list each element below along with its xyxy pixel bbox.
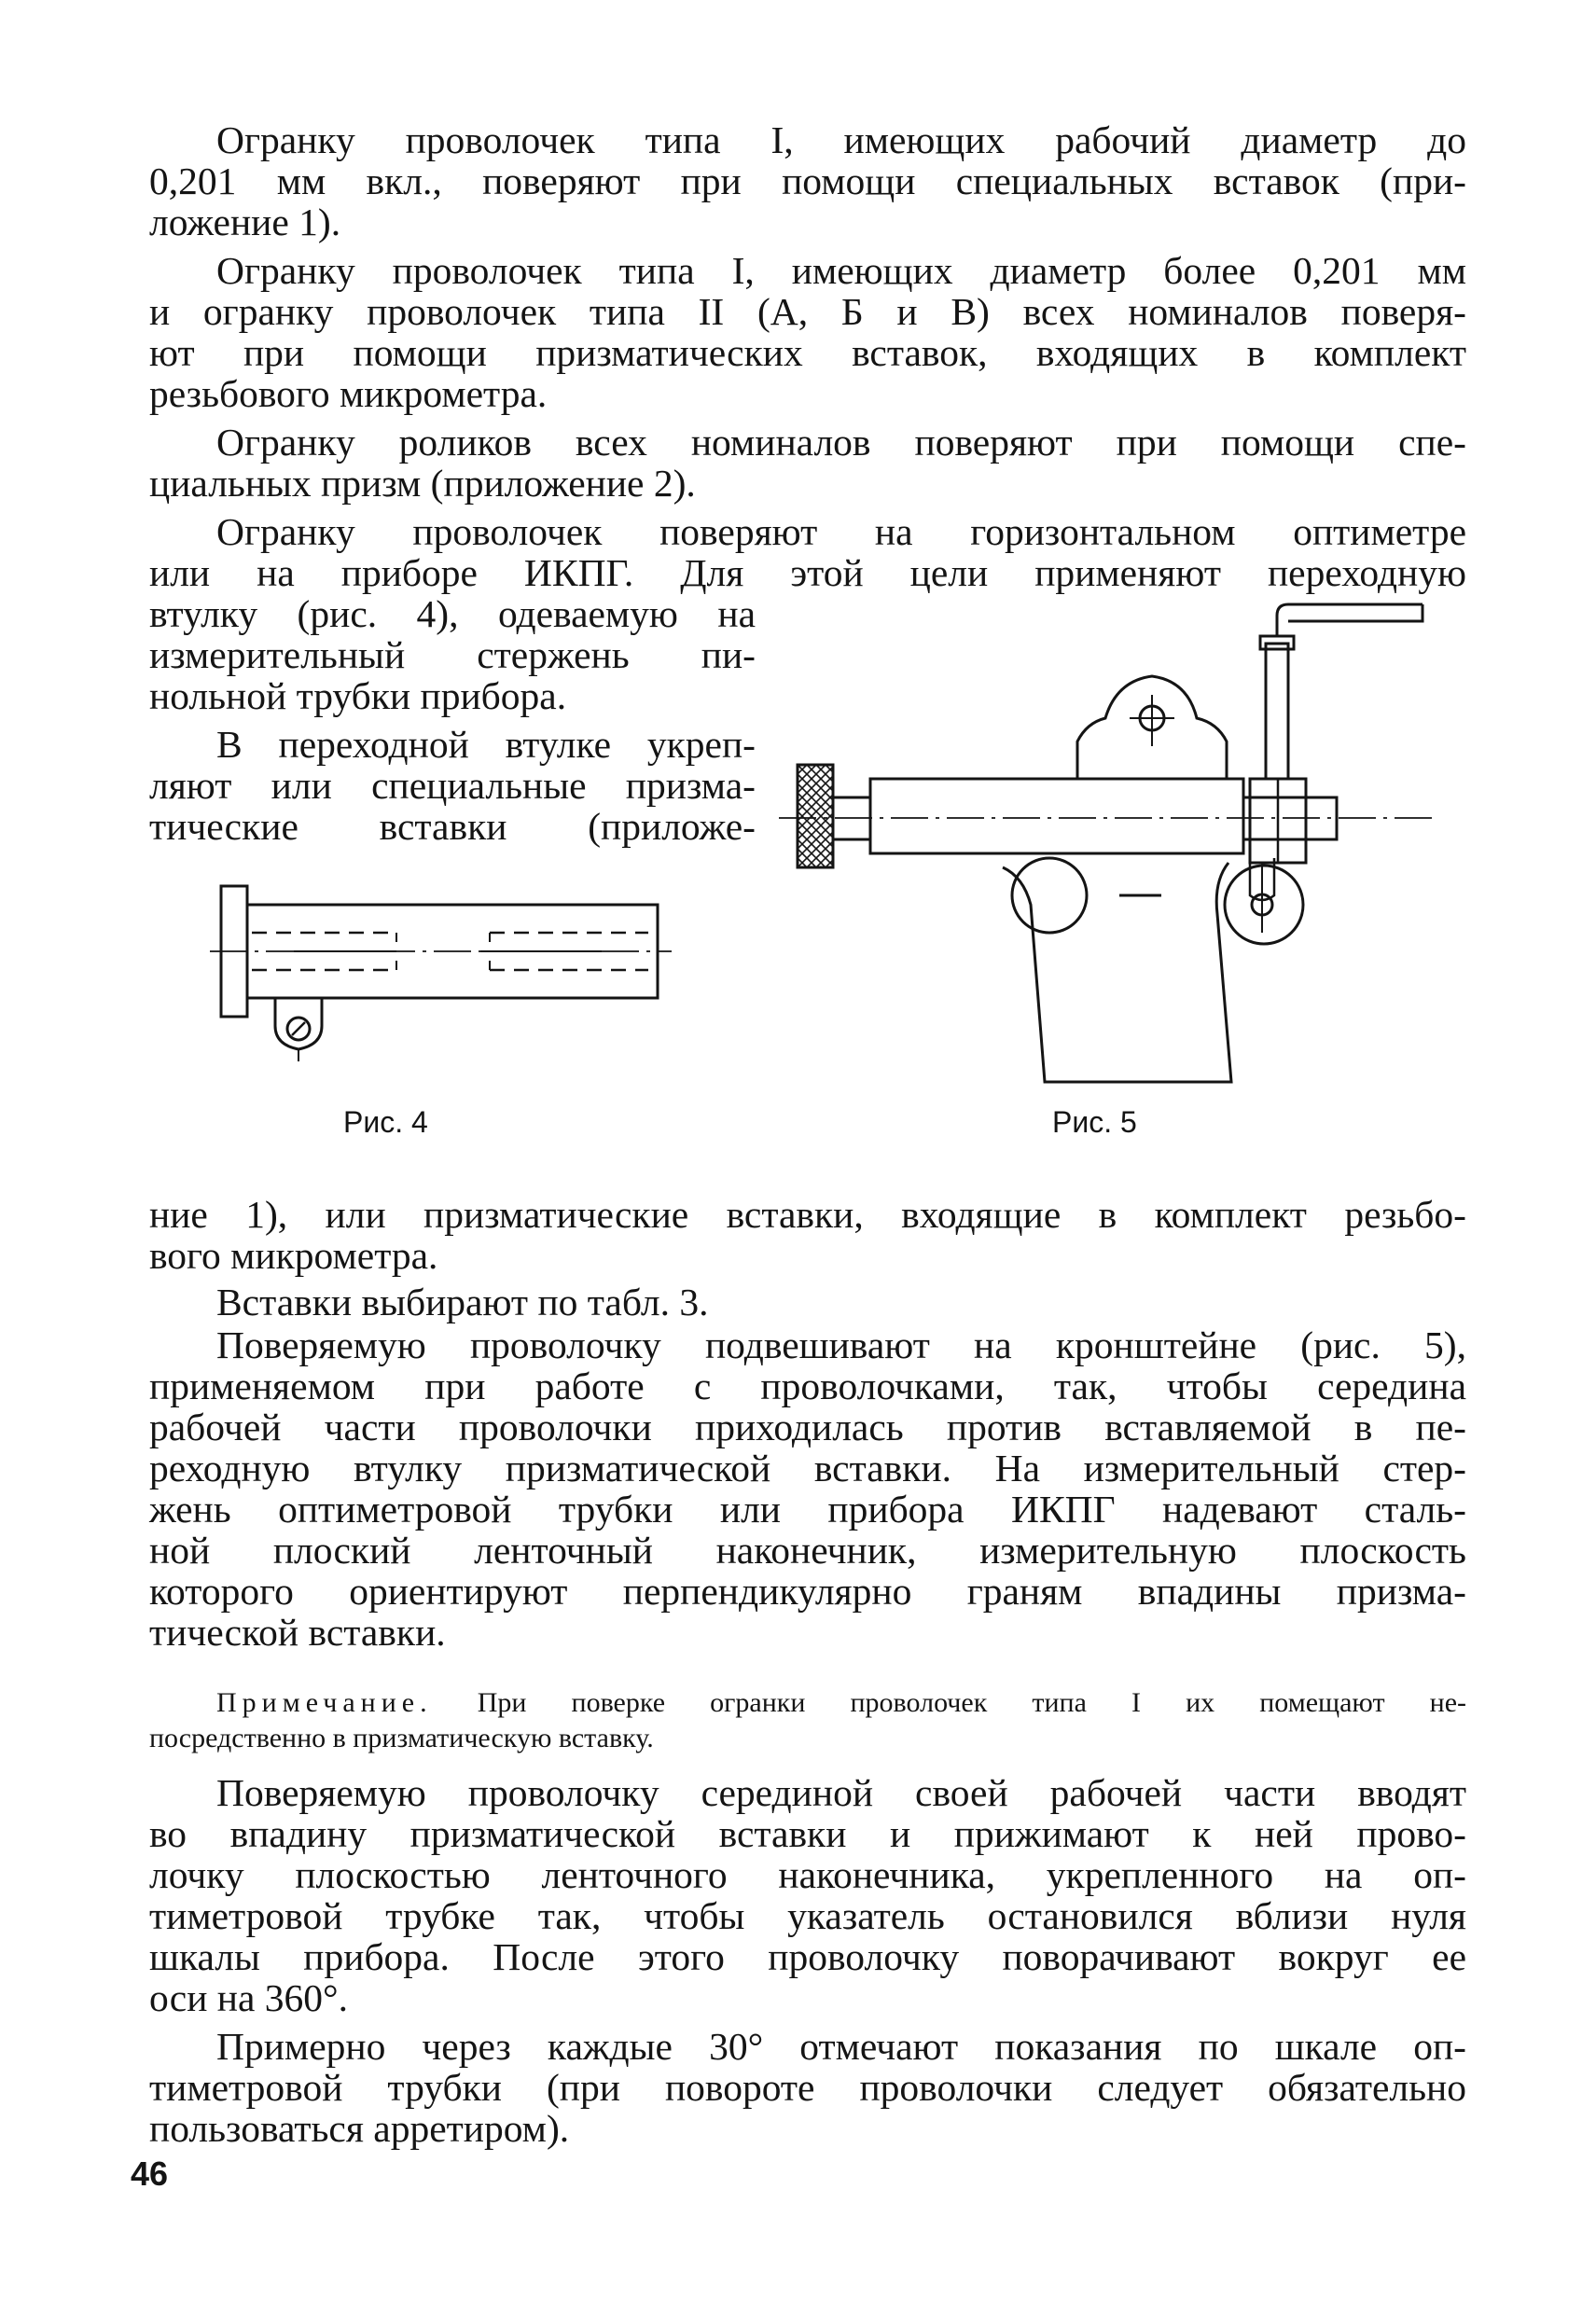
figure-5-drawing (779, 597, 1432, 1082)
para-2-line-2: и огранку проволочек типа II (А, Б и В) всех номиналов поверя- (149, 290, 1466, 333)
para-2-line-3: ют при помощи призматических вставок, входящих в комплект (149, 331, 1466, 374)
para-4-line-1: Огранку проволочек поверяют на горизонтальном оптиметре (216, 510, 1466, 553)
para-2-line-1: Огранку проволочек типа I, имеющих диаметр более 0,201 мм (216, 249, 1466, 292)
para-3-line-2: циальных призм (приложение 2). (149, 462, 696, 505)
fig5-main-bar (870, 779, 1243, 853)
fig5-knob (798, 765, 833, 867)
page-number: 46 (131, 2155, 169, 2193)
para-8-line-4: тиметровой трубке так, чтобы указатель остановился вблизи нуля (149, 1894, 1466, 1937)
note-text-1: При поверке огранки проволочек типа I их помещают не- (477, 1687, 1466, 1718)
para-7-line-2: применяемом при работе с проволочками, так, чтобы середина (149, 1365, 1466, 1407)
figure-4-drawing (210, 877, 676, 1063)
para-8-line-2: во впадину призматической вставки и прижимают к ней прово- (149, 1812, 1466, 1855)
narrow-line-2: измерительный стержень пи- (149, 633, 756, 676)
para-6-line-1: Вставки выбирают по табл. 3. (216, 1281, 709, 1323)
fig5-stand (1003, 863, 1231, 1082)
para-5-line-1: ние 1), или призматические вставки, входящие в комплект резьбо- (149, 1193, 1466, 1236)
para-7-line-3: рабочей части проволочки приходилась против вставляемой в пе- (149, 1406, 1466, 1448)
note-line-2: посредственно в призматическую вставку. (149, 1723, 654, 1753)
para-8-line-3: лочку плоскостью ленточного наконечника, укрепленного на оп- (149, 1853, 1466, 1896)
para-7-line-5: жень оптиметровой трубки или прибора ИКПГ надевают сталь- (149, 1488, 1466, 1531)
para-4-line-2: или на приборе ИКПГ. Для этой цели применяют переходную (149, 551, 1466, 594)
note-line-1 (216, 1686, 1466, 1720)
fig5-hook (1277, 604, 1423, 636)
narrow-line-1: втулку (рис. 4), одеваемую на (149, 592, 756, 635)
fig5-vertical-rod (1266, 644, 1288, 779)
para-2-line-4: резьбового микрометра. (149, 372, 548, 415)
para-7-line-4: реходную втулку призматической вставки. На измерительный стер- (149, 1447, 1466, 1490)
figure-4-caption: Рис. 4 (343, 1105, 428, 1139)
fig5-left-wheel (1012, 858, 1087, 933)
narrow-line-5: ляют или специальные призма- (149, 764, 756, 807)
narrow-line-4: В переходной втулке укреп- (216, 723, 756, 766)
fig5-right-wheel (1225, 866, 1303, 944)
para-7-line-6: ной плоский ленточный наконечник, измерительную плоскость (149, 1529, 1466, 1572)
para-7-line-1: Поверяемую проволочку подвешивают на кронштейне (рис. 5), (216, 1323, 1466, 1366)
note-label: Примечание. (216, 1687, 433, 1718)
para-5-line-2: вого микрометра. (149, 1234, 438, 1277)
para-8-line-6: оси на 360°. (149, 1976, 349, 2019)
para-9-line-3: пользоваться арретиром). (149, 2107, 570, 2150)
narrow-line-3: нольной трубки прибора. (149, 674, 567, 717)
figure-5-caption: Рис. 5 (1052, 1105, 1137, 1139)
para-1-line-2: 0,201 мм вкл., поверяют при помощи специальных вставок (при- (149, 159, 1466, 202)
para-1-line-3: ложение 1). (149, 201, 341, 243)
para-8-line-1: Поверяемую проволочку серединой своей рабочей части вводят (216, 1771, 1466, 1814)
para-3-line-1: Огранку роликов всех номиналов поверяют при помощи спе- (216, 421, 1466, 464)
para-8-line-5: шкалы прибора. После этого проволочку поворачивают вокруг ее (149, 1935, 1466, 1978)
para-9-line-2: тиметровой трубки (при повороте проволочки следует обязательно (149, 2066, 1466, 2109)
para-1-line-1: Огранку проволочек типа I, имеющих рабочий диаметр до (216, 118, 1466, 161)
narrow-line-6: тические вставки (приложе- (149, 805, 756, 848)
para-7-line-7: которого ориентируют перпендикулярно граням впадины призма- (149, 1570, 1466, 1613)
para-9-line-1: Примерно через каждые 30° отмечают показания по шкале оп- (216, 2025, 1466, 2068)
para-7-line-8: тической вставки. (149, 1611, 446, 1654)
fig4-clamp (275, 998, 322, 1049)
